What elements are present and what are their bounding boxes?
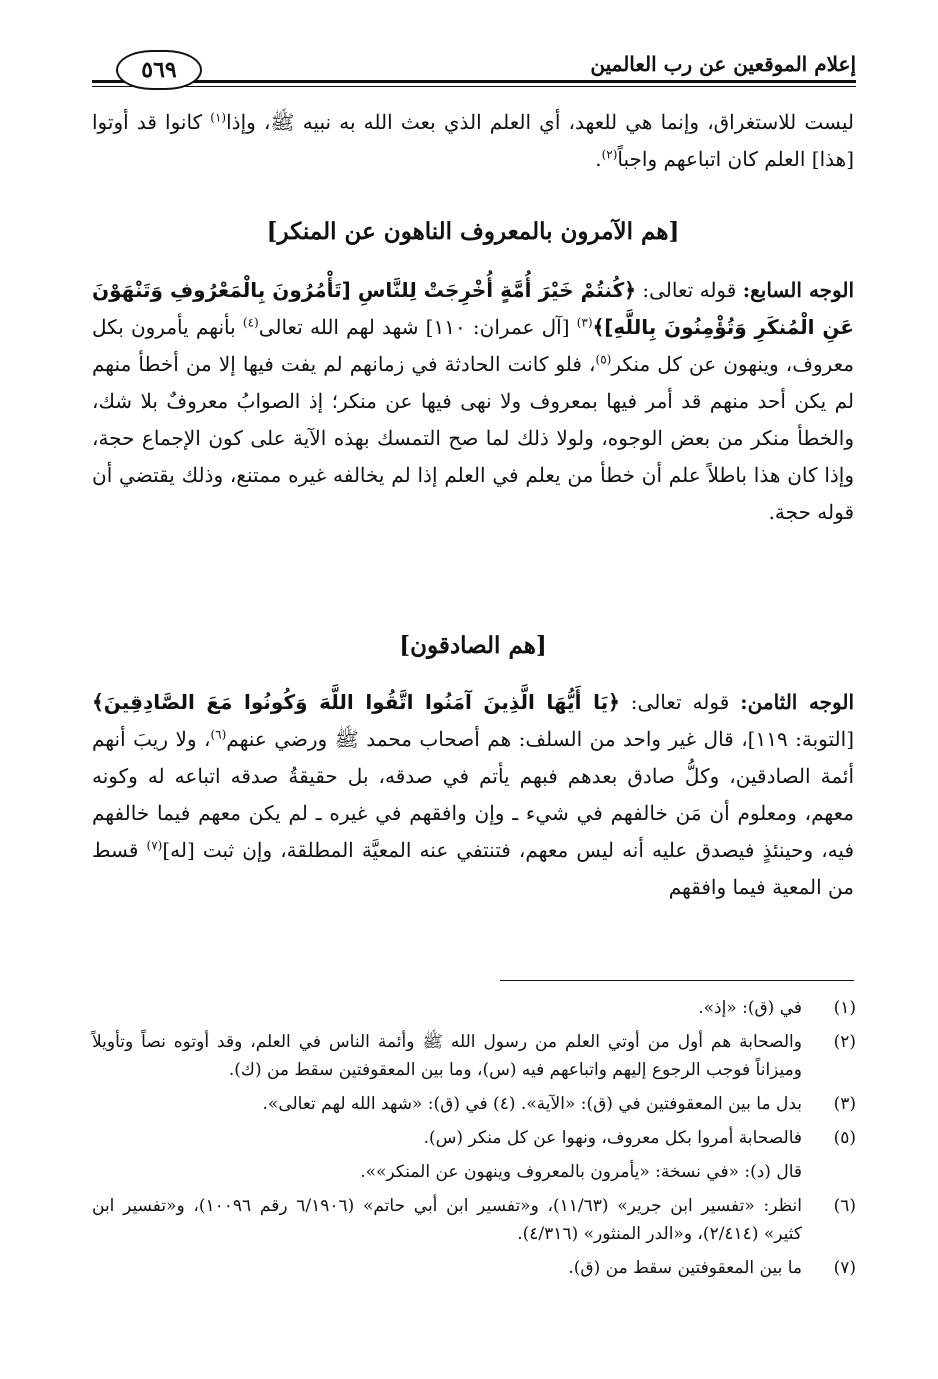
section-heading-2: [هم الصادقون] xyxy=(399,632,547,659)
footnote-ref: (٤) xyxy=(242,315,259,330)
footnote-number: (٢) xyxy=(833,1032,856,1052)
footnote-item xyxy=(92,1192,856,1248)
footnote-ref: (١) xyxy=(210,110,227,125)
paragraph-text: كانوا قد أوتوا [هذا] العلم كان اتباعهم واجباً xyxy=(92,110,854,171)
footnote-ref: (٣) xyxy=(576,315,593,330)
footnote-number: (٦) xyxy=(833,1196,856,1216)
footnote-number: (٣) xyxy=(833,1094,856,1114)
paragraph-text: . xyxy=(595,147,602,171)
footnote-text: ما بين المعقوفتين سقط من (ق). xyxy=(568,1258,802,1278)
footnote-item xyxy=(92,1158,856,1186)
paragraph-text: ليست للاستغراق، وإنما هي للعهد، أي العلم الذي بعث الله به نبيه ﷺ، وإذا xyxy=(226,110,855,134)
section-heading-1: [هم الآمرون بالمعروف الناهون عن المنكر] xyxy=(266,218,680,245)
footnote-text: انظر: «تفسير ابن جرير» (١١/٦٣)، و«تفسير ابن أبي حاتم» (٦/١٩٠٦ رقم ١٠٠٩٦)، و«تفسير ابن كثير» (٢/٤١٤)، و«الدر المنثور» (٤/٣١٦). xyxy=(92,1196,802,1244)
paragraph-text: ، فلو كانت الحادثة في زمانهم لم يفت فيها إلا من أخطأ منهم لم يكن أحد منهم قد أمر فيها بمعروف ولا نهى فيها عن منكر؛ إذ الصوابُ معروفٌ بلا شك، والخطأ منكر من بعض الوجوه، ولولا ذلك لما صح التمسك بهذه الآية على كون الإجماع حجة، وإذا كان هذا باطلاً علم أن خطأ من يعلم في العلم إذا لم يخالفه غيره ممتنع، وذلك يقتضي أن قوله حجة. xyxy=(92,352,854,524)
footnote-number xyxy=(802,1158,856,1186)
quran-verse: ﴿كُنتُمْ خَيْرَ أُمَّةٍ أُخْرِجَتْ لِلنَّاسِ [تَأْمُرُونَ بِالْمَعْرُوفِ وَتَنْهَوْنَ عَنِ الْمُنكَرِ وَتُؤْمِنُونَ بِاللَّهِ]﴾ xyxy=(92,278,854,339)
footnote-ref: (٧) xyxy=(146,838,163,853)
footnote-separator xyxy=(500,980,854,981)
footnote-number: (٧) xyxy=(833,1258,856,1278)
footnote-item xyxy=(92,1124,856,1152)
running-header xyxy=(92,44,856,84)
footnote-ref: (٦) xyxy=(210,727,227,742)
paragraph-1 xyxy=(92,104,854,178)
footnote-text: في (ق): «إذ». xyxy=(698,998,802,1018)
footnote-text: بدل ما بين المعقوفتين في (ق): «الآية». (٤) في (ق): «شهد الله لهم تعالى». xyxy=(262,1094,802,1114)
paragraph-lead: الوجه السابع: xyxy=(742,278,855,302)
paragraph-text: قوله تعالى: xyxy=(635,278,743,302)
quran-verse: ﴿يَا أَيُّهَا الَّذِينَ آمَنُوا اتَّقُوا اللَّهَ وَكُونُوا مَعَ الصَّادِقِينَ﴾ xyxy=(92,690,620,714)
footnote-text: فالصحابة أمروا بكل معروف، ونهوا عن كل منكر (س). xyxy=(423,1128,802,1148)
footnote-number: (١) xyxy=(833,998,856,1018)
verse-reference: [التوبة: ١١٩]، قال غير واحد من السلف: هم أصحاب محمد ﷺ ورضي عنهم xyxy=(226,727,854,751)
paragraph-text: بأنهم يأمرون بكل معروف، وينهون عن كل منكر xyxy=(92,315,854,376)
paragraph-text: قوله تعالى: xyxy=(619,690,741,714)
paragraph-text: قسط من المعية فيما وافقهم xyxy=(92,838,854,899)
page-number: ٥٦٩ xyxy=(116,50,202,90)
paragraph-2 xyxy=(92,272,854,531)
footnote-item xyxy=(92,1254,856,1282)
footnote-ref: (٢) xyxy=(601,147,618,162)
footnote-number: (٥) xyxy=(833,1128,856,1148)
verse-reference: [آل عمران: ١١٠] شهد لهم الله تعالى xyxy=(258,315,577,339)
footnote-item xyxy=(92,994,856,1022)
paragraph-text: ، ولا ريبَ أنهم أئمة الصادقين، وكلُّ صادق بعدهم فبهم يأتم في صدقه، بل حقيقةُ صدقه اتباعه له وكونه معهم، ومعلوم أن مَن خالفهم في شيء ـ وإن وافقهم في غيره ـ لم يكن معهم فيما خالفهم فيه، وحينئذٍ فيصدق عليه أنه ليس معهم، فتنتفي عنه المعيَّة المطلقة، وإن ثبت [له] xyxy=(92,727,855,862)
footnotes xyxy=(92,994,856,1288)
header-rule xyxy=(92,80,856,83)
book-title: إعلام الموقعين عن رب العالمين xyxy=(590,52,856,76)
footnote-item xyxy=(92,1028,856,1084)
footnote-text: قال (د): «في نسخة: «يأمرون بالمعروف وينهون عن المنكر»». xyxy=(360,1162,802,1182)
paragraph-3 xyxy=(92,684,854,906)
footnote-ref: (٥) xyxy=(595,352,612,367)
header-rule-thin xyxy=(92,86,856,87)
footnote-text: والصحابة هم أول من أوتي العلم من رسول الله ﷺ وأئمة الناس في العلم، وقد أوتوه نصاً وتأويلاً وميزاناً فوجب الرجوع إليهم واتباعهم فيه (س)، وما بين المعقوفتين سقط من (ك). xyxy=(92,1032,802,1080)
paragraph-lead: الوجه الثامن: xyxy=(740,690,855,714)
footnote-item xyxy=(92,1090,856,1118)
